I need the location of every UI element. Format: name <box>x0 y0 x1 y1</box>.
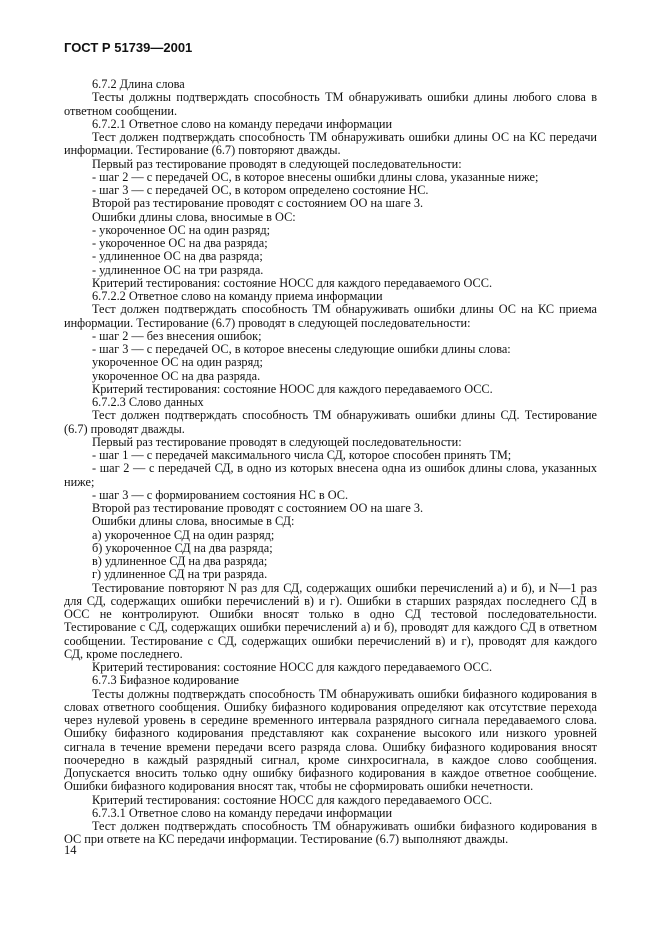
paragraph: - шаг 2 — с передачей ОС, в которое внесены ошибки длины слова, указанные ниже; <box>92 169 539 184</box>
paragraph: 6.7.2.2 Ответное слово на команду приема информации <box>92 289 383 303</box>
paragraph: г) удлиненное СД на три разряда. <box>92 567 268 582</box>
paragraph: - удлиненное ОС на три разряда. <box>92 262 264 277</box>
paragraph: Тесты должны подтверждать способность ТМ обнаруживать ошибки длины любого слова в ответном сообщении. <box>64 90 597 118</box>
paragraph: Тест должен подтверждать способность ТМ обнаруживать ошибки длины ОС на КС приема информации. Тестирование (6.7) проводят в следующей последовательности: <box>64 302 597 330</box>
paragraph: Тестирование повторяют N раз для СД, содержащих ошибки перечислений а) и б), и N—1 раз для СД, содержащих ошибки перечислений в) и г). Ошибки в старших разрядах последнего СД в ОСС не контролируют. Ошибки вносят только в одно СД тестовой последовательности. Тестирование с СД, содержащих ошибки перечислений а) и б), проводят для каждого СД в ответном сообщении. Тестирование с СД, содержащих ошибки перечислений в) и г), проводят для каждого СД, кроме последнего. <box>64 580 597 661</box>
paragraph: в) удлиненное СД на два разряда; <box>92 554 268 568</box>
standard-header: ГОСТ Р 51739—2001 <box>64 40 193 55</box>
paragraph: укороченное ОС на два разряда. <box>92 368 261 383</box>
paragraph: 6.7.3 Бифазное кодирование <box>92 673 240 688</box>
paragraph: - шаг 3 — с передачей ОС, в котором определено состояние НС. <box>92 183 429 197</box>
paragraph: 6.7.3.1 Ответное слово на команду передачи информации <box>92 805 393 820</box>
paragraph: Тест должен подтверждать способность ТМ обнаруживать ошибки длины СД. Тестирование (6.7) проводят дважды. <box>64 408 597 436</box>
paragraph: 6.7.2.3 Слово данных <box>92 395 204 409</box>
paragraph: - укороченное ОС на два разряда; <box>92 236 268 250</box>
paragraph: 6.7.2 Длина слова <box>92 77 185 91</box>
paragraph: 6.7.2.1 Ответное слово на команду передачи информации <box>92 116 393 131</box>
paragraph: - шаг 2 — без внесения ошибок; <box>92 328 262 343</box>
paragraph: а) укороченное СД на один разряд; <box>92 527 275 542</box>
document-body <box>64 78 597 847</box>
paragraph: Ошибки длины слова, вносимые в ОС: <box>92 209 296 224</box>
paragraph: Второй раз тестирование проводят с состоянием ОО на шаге 3. <box>92 196 424 211</box>
paragraph: Ошибки длины слова, вносимые в СД: <box>92 514 295 529</box>
paragraph: - удлиненное ОС на два разряда; <box>92 249 263 264</box>
paragraph: Критерий тестирования: состояние НОСС для каждого передаваемого ОСС. <box>92 275 493 290</box>
paragraph: Тесты должны подтверждать способность ТМ обнаруживать ошибки бифазного кодирования в словах ответного сообщения. Ошибку бифазного кодирования определяют как отсутствие перехода через нулевой уровень в середине временного интервала разрядного сигнала передаваемого слова. Ошибку бифазного кодирования представляют как сохранение высокого или низкого уровней сигнала в течение времени передачи всего разряда слова. Ошибку бифазного кодирования вносят поочередно в каждый разрядный сигнал, кроме синхросигнала, в каждое слово сообщения. Допускается вносить только одну ошибку бифазного кодирования в каждое ответное сообщение. Ошибки бифазного кодирования вносят так, чтобы не сформировать ошибки нечетности. <box>64 686 597 794</box>
paragraph: Второй раз тестирование проводят с состоянием ОО на шаге 3. <box>92 501 424 515</box>
paragraph: - шаг 3 — с формированием состояния НС в ОС. <box>92 487 349 502</box>
paragraph: - шаг 1 — с передачей максимального числа СД, которое способен принять ТМ; <box>92 448 512 462</box>
paragraph: Тест должен подтверждать способность ТМ обнаруживать ошибки длины ОС на КС передачи информации. Тестирование (6.7) повторяют дважды. <box>64 130 597 158</box>
paragraph: Критерий тестирования: состояние НОСС для каждого передаваемого ОСС. <box>92 792 493 807</box>
paragraph: укороченное ОС на один разряд; <box>92 355 263 370</box>
paragraph: Первый раз тестирование проводят в следующей последовательности: <box>92 156 462 171</box>
paragraph: - укороченное ОС на один разряд; <box>92 222 271 237</box>
paragraph: Критерий тестирования: состояние НООС для каждого передаваемого ОСС. <box>92 381 493 396</box>
paragraph: б) укороченное СД на два разряда; <box>92 540 273 555</box>
paragraph: - шаг 2 — с передачей СД, в одно из которых внесена одна из ошибок длины слова, указанных ниже; <box>64 461 597 489</box>
page-number: 14 <box>64 843 77 857</box>
paragraph: - шаг 3 — с передачей ОС, в которое внесены следующие ошибки длины слова: <box>92 342 511 356</box>
paragraph: Первый раз тестирование проводят в следующей последовательности: <box>92 434 462 449</box>
paragraph: Критерий тестирования: состояние НОСС для каждого передаваемого ОСС. <box>92 660 493 674</box>
paragraph: Тест должен подтверждать способность ТМ обнаруживать ошибки бифазного кодирования в ОС при ответе на КС передачи информации. Тестирование (6.7) выполняют дважды. <box>64 819 597 847</box>
